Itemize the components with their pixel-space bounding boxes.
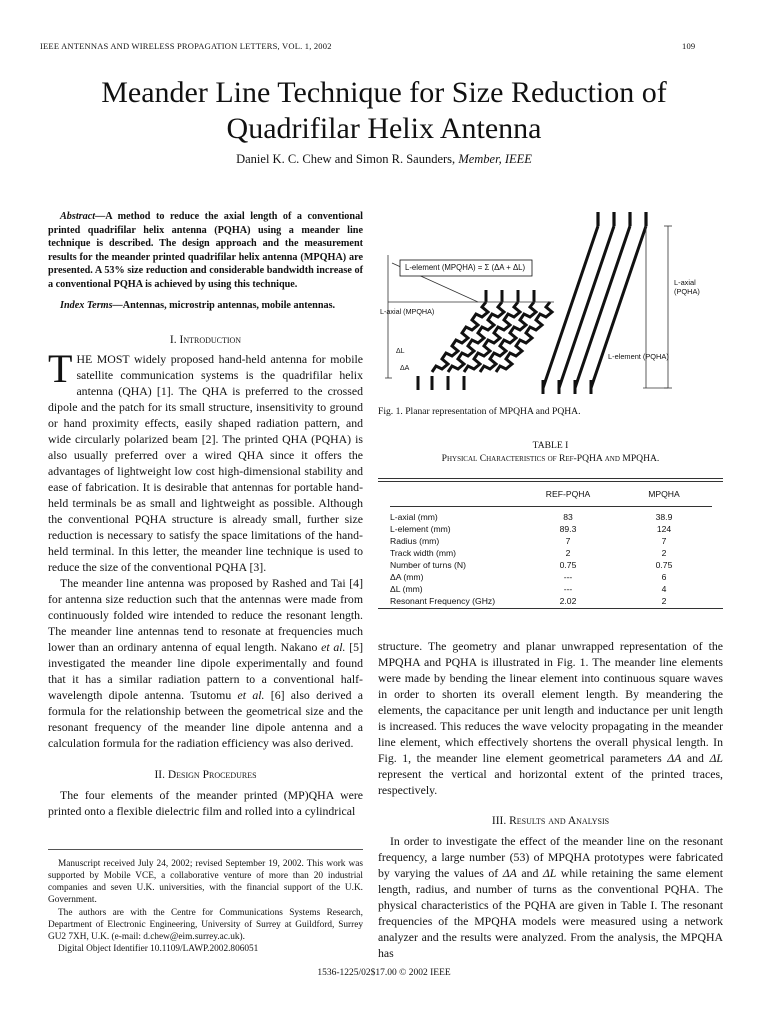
label-l-element-pqha: L-element (PQHA) bbox=[608, 352, 669, 361]
figure-1-drawing bbox=[378, 210, 723, 396]
conjunction: and bbox=[681, 751, 710, 765]
design-paragraph-2a: structure. The geometry and planar unwrapped representation of the MPQHA and PQHA is illustrated in Fig. 1. The meander line elements were made by bending the linear element into continuous square waves in order to shorten its overall element length. By meandering the elements, the capacitance per unit length and inductance per unit length is increased. This reduces the wave velocity propagating in the meander line element, which effectively shortens the overall physical length. In Fig. 1, the meander line element geometrical parameters bbox=[378, 639, 723, 765]
design-body-continued bbox=[378, 638, 723, 798]
section-heading-results: III. Results and Analysis bbox=[491, 815, 610, 827]
table-col-header: REF-PQHA bbox=[545, 489, 591, 499]
footnote bbox=[48, 858, 363, 955]
table-cell: Radius (mm) bbox=[390, 536, 440, 546]
intro-paragraph-1: widely proposed hand-held antenna for mobile satellite communication systems is the quadrifilar helix antenna (QHA) [1]. The QHA is preferred to the crossed dipole and the patch for its small structure, insensitivity to ground or hand proximity effects, easily shaped radiation pattern, and wide circularly polarized beam [2]. The printed QHA (PQHA) is also usually preferred over a wired QHA since it offers the advantages of lightweight low cost high-dimensional stability and ease of fabrication. It is desirable that antennas for portable hand-held terminals be as small and lightweight as possible. Although the conventional PQHA structure is already small, further size reduction is necessary to satisfy the space limitations of the hand-held terminal. In this letter, the meander line technique is used to reduce the size of the conventional PQHA [3]. bbox=[48, 352, 363, 575]
footnote-manuscript: Manuscript received July 24, 2002; revised September 19, 2002. This work was supported by Mobile VCE, a collaborative venture of more than 20 industrial companies and seven U.K. universities, with the financial support of the U.K. Government. bbox=[48, 859, 363, 905]
table-1 bbox=[390, 488, 712, 607]
table-cell: 2 bbox=[661, 548, 667, 558]
table-cell: L-axial (mm) bbox=[390, 512, 438, 522]
table-row bbox=[390, 547, 712, 559]
table-rule-top bbox=[378, 478, 723, 479]
footnote-doi: Digital Object Identifier 10.1109/LAWP.2002.806051 bbox=[58, 944, 259, 954]
symbol-delta-l: ΔL bbox=[709, 751, 723, 765]
table-col-header bbox=[390, 488, 520, 500]
footnote-rule bbox=[48, 849, 363, 850]
title-line: Quadrifilar Helix Antenna bbox=[226, 112, 542, 145]
intro-lead: HE MOST bbox=[76, 352, 130, 367]
paper-title bbox=[40, 75, 728, 147]
label-delta-l: ΔL bbox=[396, 348, 405, 355]
label-delta-a: ΔA bbox=[400, 365, 410, 372]
author-membership: Member, IEEE bbox=[458, 152, 532, 166]
table-cell: ΔL (mm) bbox=[390, 584, 423, 594]
results-paragraph-1a: In order to investigate the effect of the meander line on the resonant frequency, a large number (53) of MPQHA prototypes were fabricated by varying the values of bbox=[378, 834, 723, 880]
table-cell: 83 bbox=[563, 512, 573, 522]
pqha-top-ticks bbox=[598, 212, 646, 226]
table-rule-bottom bbox=[378, 608, 723, 609]
table-row bbox=[390, 535, 712, 547]
design-body bbox=[48, 787, 363, 819]
conjunction: and bbox=[516, 866, 543, 880]
table-cell: 2 bbox=[661, 596, 667, 606]
right-column bbox=[378, 638, 723, 961]
intro-paragraph-2c: [6] also derived a formula for the relationship between the geometrical size and the resonant frequency of the meander line dipole antenna and a calculation formula for the radiation efficiency was also derived. bbox=[48, 688, 363, 751]
title-line: Meander Line Technique for Size Reduction of bbox=[101, 76, 667, 109]
table-row bbox=[390, 511, 712, 523]
table-number: TABLE I bbox=[532, 440, 569, 451]
table-cell: 89.3 bbox=[559, 524, 577, 534]
copyright-line: 1536-1225/02$17.00 © 2002 IEEE bbox=[317, 968, 451, 978]
table-cell: 124 bbox=[656, 524, 672, 534]
table-cell: 2 bbox=[565, 548, 571, 558]
table-cell: ΔA (mm) bbox=[390, 572, 424, 582]
section-heading-introduction: I. Introduction bbox=[169, 334, 242, 347]
label-l-axial-mpqha: L-axial (MPQHA) bbox=[380, 307, 435, 316]
table-header-row bbox=[390, 488, 712, 500]
label-l-axial-pqha: L-axial (PQHA) bbox=[674, 278, 700, 296]
results-paragraph-1b: while retaining the same element length, radius, and number of turns as the conventional PQHA. The physical characteristics of the PQHA are given in Table I. The resonant frequencies of the MPQHA models were measured using a network analyzer and the results were analyzed. From the analysis, the MPQHA has bbox=[378, 866, 723, 960]
table-title: Physical Characteristics of Ref-PQHA and MPQHA. bbox=[441, 453, 660, 464]
et-al: et al. bbox=[237, 688, 265, 703]
design-paragraph-1: The four elements of the meander printed (MP)QHA were printed onto a flexible dielectric film and rolled into a cylindrical bbox=[48, 788, 363, 819]
mpqha-bottom-ticks bbox=[418, 376, 464, 390]
table-cell: Number of turns (N) bbox=[390, 560, 466, 570]
table-row bbox=[390, 583, 712, 595]
pqha-diagonal-lines bbox=[543, 226, 646, 388]
drop-cap: T bbox=[48, 346, 73, 392]
table-cell: 7 bbox=[661, 536, 667, 546]
mpqha-meander-lines bbox=[432, 302, 552, 372]
left-column bbox=[48, 210, 363, 819]
intro-paragraph-2a: The meander line antenna was proposed by Rashed and Tai [4] for antenna size reduction such that the antennas were made from continuously folded wire intended to reduce the resonant length. The meander line antennas tend to resonate at frequencies much lower than an ordinary antenna of equal length. Nakano bbox=[48, 576, 363, 655]
table-cell: 4 bbox=[661, 584, 667, 594]
abstract bbox=[48, 210, 363, 312]
abstract-label: Abstract— bbox=[60, 211, 106, 222]
author-line bbox=[40, 152, 728, 167]
page-number: 109 bbox=[682, 41, 696, 51]
label-l-element-mpqha: L-element (MPQHA) = Σ (ΔA + ΔL) bbox=[405, 263, 526, 272]
section-heading-design: II. Design Procedures bbox=[154, 769, 257, 782]
abstract-text: A method to reduce the axial length of a conventional printed quadrifilar helix antenna (PQHA) using a meander line technique is described. The design approach and the measurement results for the meander printed quadrifilar helix antenna (MPQHA) are presented. A 53% size reduction and considerable bandwidth increase of a conventional PQHA is achieved by using this technique. bbox=[48, 211, 363, 290]
table-rule-top-2 bbox=[378, 481, 723, 482]
table-row bbox=[390, 571, 712, 583]
table-cell: 7 bbox=[565, 536, 571, 546]
intro-paragraph-2b: [5] investigated the meander line dipole experimentally and found that it has a similar radiation pattern to a conventional half-wavelength dipole antenna. Tsutomu bbox=[48, 640, 363, 703]
index-terms-label: Index Terms— bbox=[60, 299, 123, 311]
table-cell: Resonant Frequency (GHz) bbox=[390, 596, 496, 606]
table-cell: 0.75 bbox=[655, 560, 673, 570]
symbol-delta-a: ΔA bbox=[667, 751, 682, 765]
pqha-bottom-ticks bbox=[543, 380, 591, 394]
table-cell: --- bbox=[563, 572, 573, 582]
table-cell: 0.75 bbox=[559, 560, 577, 570]
running-header: IEEE ANTENNAS AND WIRELESS PROPAGATION LETTERS, VOL. 1, 2002 bbox=[40, 41, 332, 51]
table-row bbox=[390, 595, 712, 607]
et-al: et al. bbox=[321, 640, 346, 655]
symbol-delta-l: ΔL bbox=[542, 866, 557, 880]
author-names: Daniel K. C. Chew and Simon R. Saunders, bbox=[236, 152, 456, 166]
table-col-header: MPQHA bbox=[648, 489, 680, 499]
table-cell: Track width (mm) bbox=[390, 548, 457, 558]
figure-caption: Fig. 1. Planar representation of MPQHA and PQHA. bbox=[378, 406, 581, 417]
results-body bbox=[378, 833, 723, 961]
mpqha-top-ticks bbox=[486, 290, 534, 302]
table-row bbox=[390, 523, 712, 535]
table-cell: L-element (mm) bbox=[390, 524, 451, 534]
design-paragraph-2b: represent the vertical and horizontal extent of the printed traces, respectively. bbox=[378, 767, 723, 797]
footnote-affiliation: The authors are with the Centre for Communications Systems Research, Department of Electronic Engineering, University of Surrey at Guildford, Surrey GU2 7XH, U.K. (e-mail: d.chew@eim.surrey.ac.uk). bbox=[48, 908, 363, 942]
table-cell: 6 bbox=[661, 572, 667, 582]
symbol-delta-a: ΔA bbox=[502, 866, 517, 880]
table-cell: --- bbox=[563, 584, 573, 594]
table-cell: 2.02 bbox=[559, 596, 577, 606]
table-cell: 38.9 bbox=[655, 512, 673, 522]
introduction-body bbox=[48, 346, 363, 751]
figure-1 bbox=[378, 210, 723, 396]
index-terms-text: Antennas, microstrip antennas, mobile antennas. bbox=[122, 299, 336, 311]
table-row bbox=[390, 559, 712, 571]
